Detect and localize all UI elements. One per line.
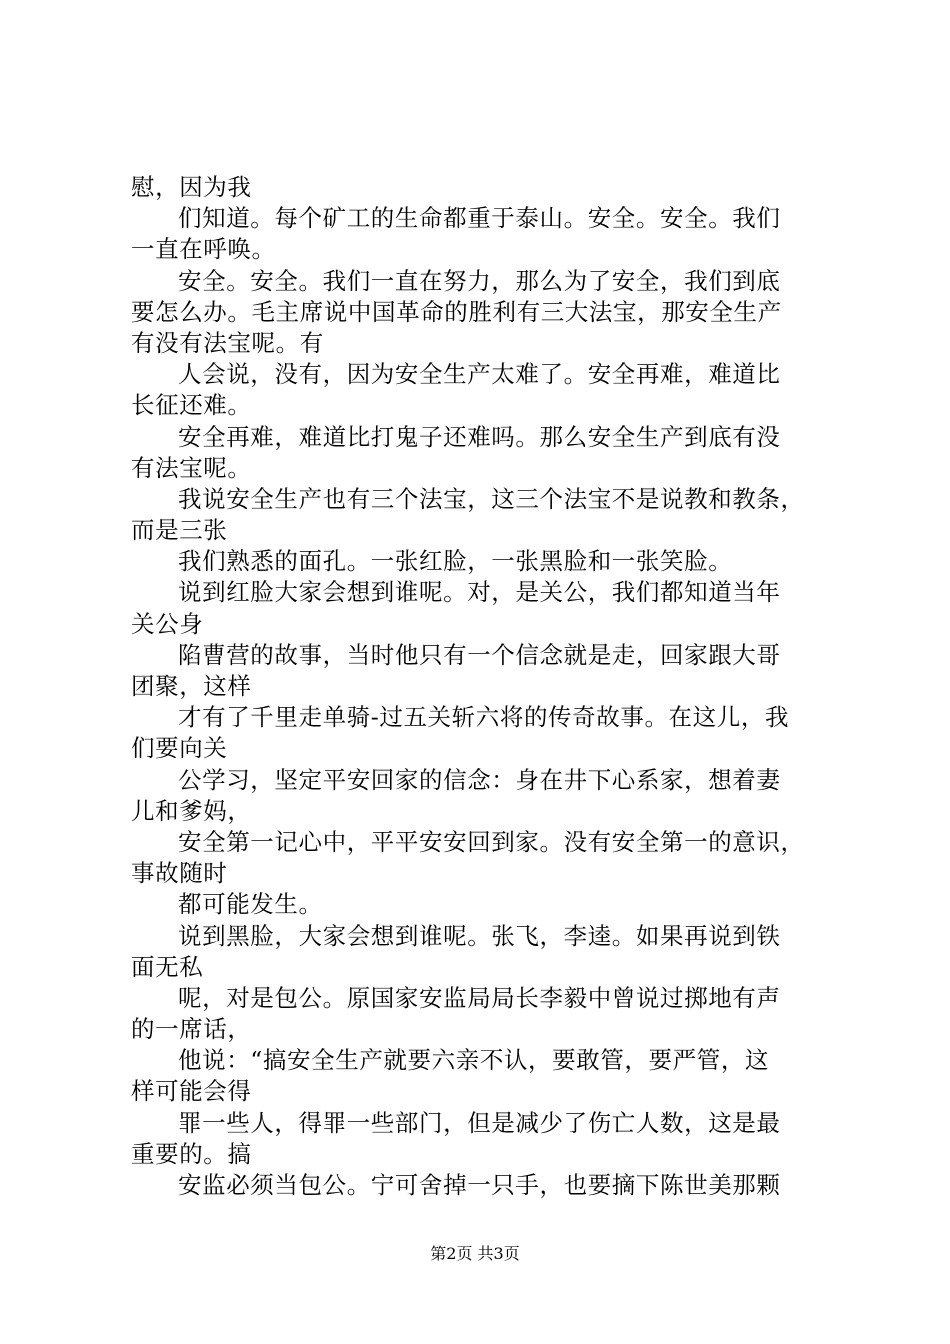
text-line: 安全第一记心中，平平安安回到家。没有安全第一的意识，	[178, 827, 805, 856]
text-line: 有法宝呢。	[131, 453, 252, 482]
page-number-footer: 第2页 共3页	[430, 1244, 520, 1263]
text-line: 样可能会得	[131, 1077, 252, 1106]
text-line: 公学习，坚定平安回家的信念：身在井下心系家，想着妻	[178, 765, 781, 794]
text-line: 有没有法宝呢。有	[131, 328, 324, 357]
text-line: 一直在呼唤。	[131, 235, 276, 264]
text-line: 他说：“搞安全生产就要六亲不认，要敢管，要严管，这	[178, 1046, 770, 1075]
text-line: 人会说，没有，因为安全生产太难了。安全再难，难道比	[178, 360, 781, 389]
text-line: 说到黑脸，大家会想到谁呢。张飞，李逵。如果再说到铁	[178, 921, 781, 950]
text-line: 的一席话，	[131, 1015, 252, 1044]
text-line: 们要向关	[131, 734, 228, 763]
text-line: 说到红脸大家会想到谁呢。对，是关公，我们都知道当年	[178, 578, 781, 607]
text-line: 事故随时	[131, 859, 228, 888]
text-line: 要怎么办。毛主席说中国革命的胜利有三大法宝，那安全生产	[131, 297, 782, 326]
text-line: 都可能发生。	[178, 890, 323, 919]
text-line: 才有了千里走单骑-过五关斩六将的传奇故事。在这儿，我	[178, 703, 790, 732]
text-line: 们知道。每个矿工的生命都重于泰山。安全。安全。我们	[178, 204, 781, 233]
text-line: 面无私	[131, 952, 204, 981]
document-body	[131, 172, 841, 1201]
text-line: 安监必须当包公。宁可舍掉一只手，也要摘下陈世美那颗	[178, 1171, 781, 1199]
text-line: 安全。安全。我们一直在努力，那么为了安全，我们到底	[178, 266, 781, 295]
text-line: 陷曹营的故事，当时他只有一个信念就是走，回家跟大哥	[178, 640, 781, 669]
text-line: 团聚，这样	[131, 672, 252, 700]
text-line: 我说安全生产也有三个法宝，这三个法宝不是说教和教条，	[178, 484, 805, 513]
text-line: 儿和爹妈，	[131, 796, 252, 825]
text-line: 慰，因为我	[131, 173, 252, 201]
text-line: 关公身	[131, 609, 204, 638]
text-line: 重要的。搞	[131, 1139, 252, 1168]
text-line: 安全再难，难道比打鬼子还难吗。那么安全生产到底有没	[178, 422, 781, 451]
text-line: 罪一些人，得罪一些部门，但是减少了伤亡人数，这是最	[178, 1108, 781, 1137]
text-line: 长征还难。	[131, 391, 252, 420]
text-line: 呢，对是包公。原国家安监局局长李毅中曾说过掷地有声	[178, 983, 781, 1012]
text-line: 而是三张	[131, 516, 228, 545]
text-line: 我们熟悉的面孔。一张红脸，一张黑脸和一张笑脸。	[178, 547, 733, 576]
